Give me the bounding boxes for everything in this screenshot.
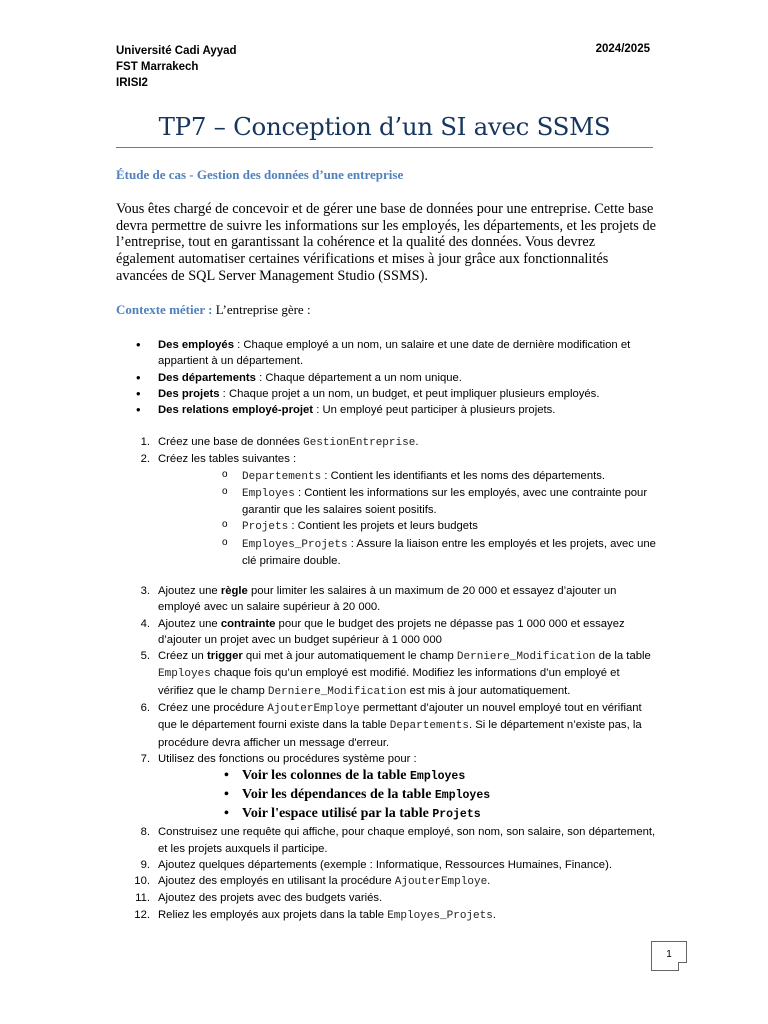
task-item-7: 7. Utilisez des fonctions ou procédures système pour : • Voir les colonnes de la table Employes • Voir les dépendances de la table Employes • Voir l'espace utilisé par la table Projets	[116, 751, 656, 824]
list-item: • Des relations employé-projet : Un employé peut participer à plusieurs projets.	[136, 402, 656, 418]
task-list-part1	[116, 434, 656, 569]
faculty-name: FST Marrakech	[116, 61, 199, 73]
task-item-4: 4. Ajoutez une contrainte pour que le budget des projets ne dépasse pas 1 000 000 et essayez d’ajouter un projet avec un budget supérieur à 1 000 000	[140, 617, 625, 646]
task-item-1: 1. Créez une base de données GestionEntreprise.	[140, 436, 419, 449]
intro-paragraph: Vous êtes chargé de concevoir et de gérer une base de données pour une entreprise. Cette base devra permettre de suivre les informations sur les employés, les départements, et les projets de l’entreprise, tout en garantissant la cohérence et la qualité des données. Vous devrez également automatiser certaines vérifications et mises à jour grâce aux fonctionnalités avancées de SQL Server Management Studio (SSMS).	[116, 201, 656, 284]
table-list	[158, 468, 656, 570]
university-name: Université Cadi Ayyad	[116, 45, 237, 57]
page-number: 1	[666, 949, 672, 960]
task-item-3: 3. Ajoutez une règle pour limiter les salaires à un maximum de 20 000 et essayez d’ajouter un employé avec un salaire supérieur à 20 000.	[140, 585, 617, 614]
list-item: • Des employés : Chaque employé a un nom, un salaire et une date de dernière modification et appartient à un département.	[136, 337, 656, 370]
task-item-12: 12. Reliez les employés aux projets dans la table Employes_Projets.	[134, 908, 496, 922]
program-name: IRISI2	[116, 77, 148, 89]
list-item: • Voir l'espace utilisé par la table Projets	[200, 805, 656, 824]
task-item-8: 8. Construisez une requête qui affiche, pour chaque employé, son nom, son salaire, son département, et les projets auxquels il participe.	[140, 826, 656, 855]
task-list-part2	[116, 583, 656, 924]
list-item: • Voir les colonnes de la table Employes	[200, 767, 656, 786]
page-fold-corner	[678, 962, 687, 971]
context-text: L’entreprise gère :	[212, 302, 311, 317]
context-label: Contexte métier :	[116, 302, 213, 317]
academic-year: 2024/2025	[595, 43, 650, 55]
business-context	[116, 302, 311, 318]
title-divider	[116, 147, 653, 148]
list-item: o Employes_Projets : Assure la liaison entre les employés et les projets, avec une clé primaire double.	[200, 536, 656, 570]
list-item: • Voir les dépendances de la table Employes	[200, 786, 656, 805]
list-item: • Des projets : Chaque projet a un nom, un budget, et peut impliquer plusieurs employés.	[136, 386, 656, 402]
document-title: TP7 – Conception d’un SI avec SSMS	[158, 112, 611, 141]
task-item-10: 10. Ajoutez des employés en utilisant la procédure AjouterEmploye.	[134, 875, 491, 889]
list-item: o Projets : Contient les projets et leurs budgets	[200, 518, 656, 535]
list-item: o Departements : Contient les identifiants et les noms des départements.	[200, 468, 656, 485]
entity-list	[136, 337, 656, 418]
list-item: o Employes : Contient les informations sur les employés, avec une contrainte pour garantir que les salaires soient positifs.	[200, 485, 656, 519]
task-item-11: 11. Ajoutez des projets avec des budgets variés.	[135, 892, 383, 905]
task-item-5: 5. Créez un trigger qui met à jour automatiquement le champ Derniere_Modification de la table Employes chaque fois qu’un employé est modifié. Modifiez les informations d’un employé et vérifiez que le champ Derniere_Modification est mis à jour automatiquement.	[140, 650, 651, 698]
task-item-2: 2. Créez les tables suivantes : o Departements : Contient les identifiants et les noms des départements. o Employes : Contient les informations sur les employés, avec une contrainte pour garantir que les salaires soient positifs. o Projets : Contient les projets et leurs budgets o Employes_Projets : Assure la liaison entre les employés et les projets, avec une clé primaire double.	[116, 451, 656, 569]
task-item-6: 6. Créez une procédure AjouterEmploye permettant d’ajouter un nouvel employé tout en vérifiant que le département fourni existe dans la table Departements. Si le département n’existe pas, la procédure devra afficher un message d'erreur.	[140, 702, 642, 749]
system-procedure-list	[158, 767, 656, 824]
page-number-box	[651, 941, 687, 971]
task-item-9: 9. Ajoutez quelques départements (exemple : Informatique, Ressources Humaines, Finance).	[140, 858, 612, 871]
header-institution	[116, 43, 237, 91]
case-study-heading: Étude de cas - Gestion des données d’une entreprise	[116, 167, 404, 182]
list-item: • Des départements : Chaque département a un nom unique.	[136, 370, 656, 386]
